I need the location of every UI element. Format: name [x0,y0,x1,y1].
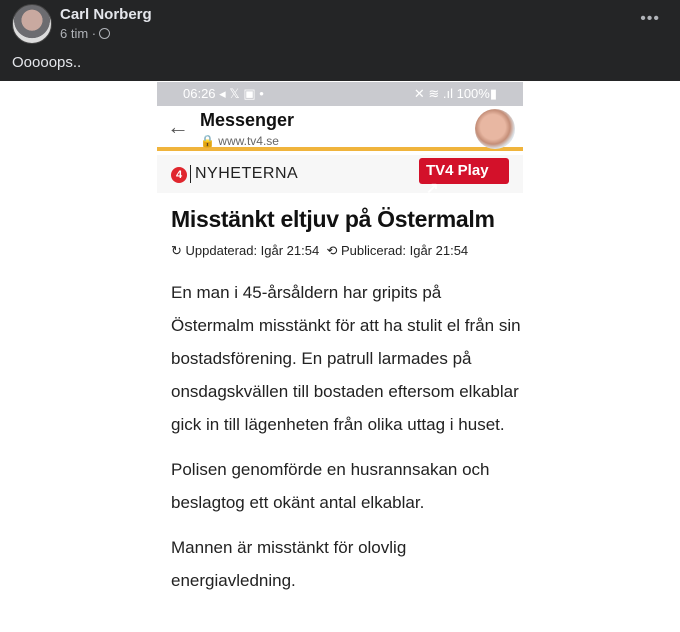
globe-icon [99,28,110,39]
system-icons: ✕ ≋ .ıl 100%▮ [413,86,497,101]
chat-head-avatar [475,109,515,149]
back-arrow-icon: ← [167,114,189,139]
site-header [157,155,523,197]
post-time[interactable]: 6 tim [60,26,89,41]
author-avatar[interactable] [12,4,52,44]
paragraph: Polisen genomförde en husrannsakan och beslagtog ett okänt antal elkablar. [171,460,490,512]
tv4-play-button: TV4 Play ↗ [419,158,509,184]
browser-header [157,106,523,151]
article-title: Misstänkt eltjuv på Östermalm [171,206,495,232]
status-bar [157,82,523,106]
status-time: 06:26 [183,86,216,101]
separator: · [91,26,97,41]
tv4-logo-icon: 4 [171,167,187,183]
published-date: ⟲ Publicerad: Igår 21:54 [326,243,469,258]
paragraph: Mannen är misstänkt för olovlig energiavledning. [171,538,407,590]
post-meta [60,26,110,41]
paragraph: En man i 45-årsåldern har gripits på Östermalm misstänkt för att ha stulit el från sin bostadsförening. En patrull larmades på onsdagskvällen till bostaden eftersom elkablar gick in till lägenheten från olika uttag i huset. [171,283,521,434]
more-options-button[interactable]: ••• [640,10,660,27]
author-name[interactable]: Carl Norberg [60,6,152,23]
updated-date: ↻ Uppdaterad: Igår 21:54 [171,243,320,258]
article-body [171,276,523,597]
notification-icons: ◂ 𝕏 ▣ • [219,86,264,101]
screenshot-image[interactable] [157,82,523,632]
site-logo-text: NYHETERNA [190,165,298,183]
browser-url: 🔒 www.tv4.se [200,134,279,148]
post-text: Ooooops.. [12,54,82,71]
article-dates [171,243,468,259]
post-header [0,0,680,81]
browser-title: Messenger [200,110,295,130]
